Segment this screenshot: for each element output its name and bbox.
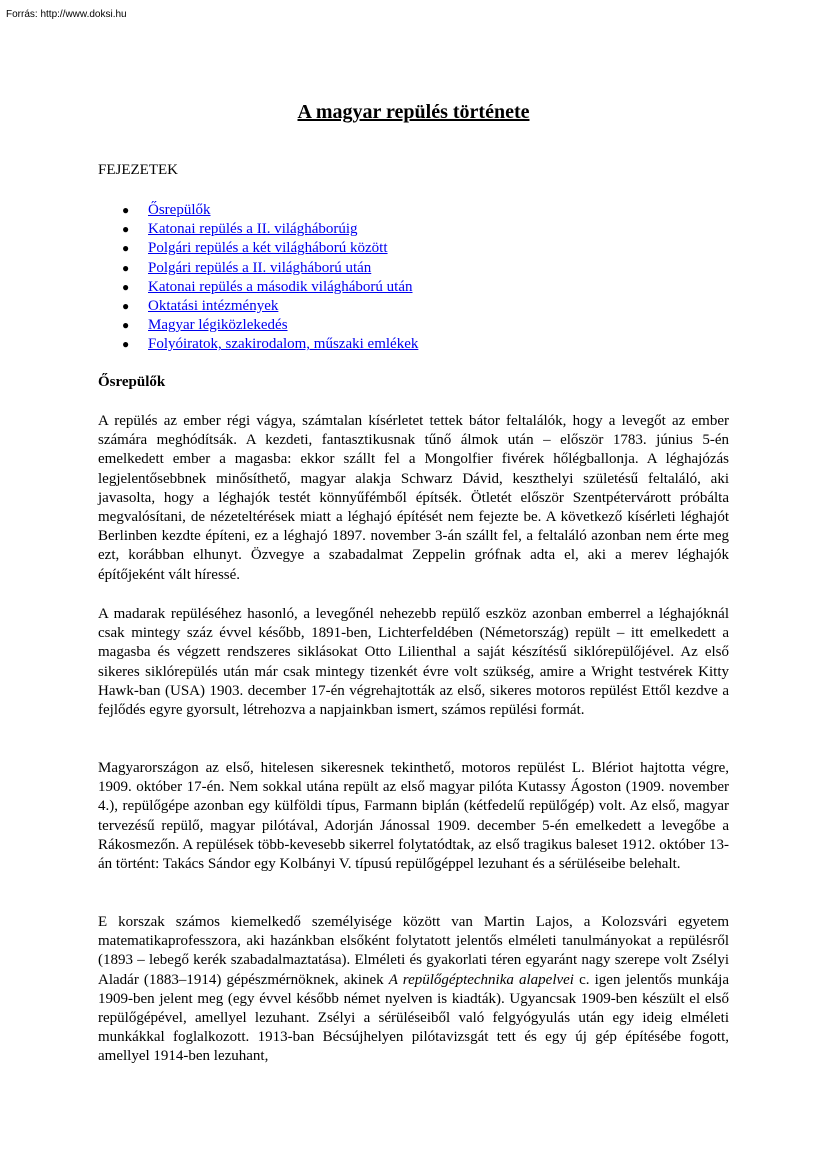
toc-item (122, 259, 418, 278)
bullet-icon: ● (122, 298, 130, 313)
toc-item (122, 201, 418, 220)
source-note: Forrás: http://www.doksi.hu (6, 9, 127, 20)
bullet-icon: ● (122, 318, 130, 333)
bullet-icon: ● (122, 337, 130, 352)
section-heading: Ősrepülők (98, 374, 166, 390)
toc-item (122, 278, 418, 297)
toc-item (122, 297, 418, 316)
paragraph-4-text-end: c. igen jelentős munkája 1909-ben jelent meg (egy évvel később német nyelven is kiadták). Ugyancsak 1909-ben készült el első repülőgépével, amellyel lezuhant. Zsélyi a sérüléseiből való felgyógyulás után egy ideig elméleti munkákkal foglalkozott. 1913-ban Bécsújhelyen pilótavizsgát tett és egy új gép építésébe fogott, amellyel 1914-ben lezuhant, (98, 971, 729, 1065)
bullet-icon: ● (122, 260, 130, 275)
page-title: A magyar repülés története (297, 101, 530, 123)
toc-item (122, 239, 418, 258)
bullet-icon: ● (122, 222, 130, 237)
bullet-icon: ● (122, 241, 130, 256)
toc-item (122, 316, 418, 335)
toc-link-osrepulok[interactable]: Ősrepülők (148, 202, 211, 218)
bullet-icon: ● (122, 203, 130, 217)
toc-item (122, 220, 418, 239)
paragraph-4 (98, 913, 729, 1067)
toc-link-katonai-utan[interactable]: Katonai repülés a második világháború után (148, 278, 413, 295)
paragraph-1: A repülés az ember régi vágya, számtalan kísérletet tettek bátor feltalálók, hogy a levegőt az ember számára meghódítsák. A kezdeti, fantasztikusnak tűnő álmok után – először 1783. június 5-én emelkedett ember a magasba: ekkor szállt fel a Mongolfier fivérek hőlégballonja. A léghajózás legjelentősebbnek minősíthető, magyar alakja Schwarz Dávid, keszthelyi születésű feltaláló, aki javasolta, hogy a léghajók testét könnyűfémből építsék. Ötletét először Szentpétervárott próbálta megvalósítani, de nézeteltérések miatt a léghajó építését nem fejezte be. A következő kísérleti léghajót Berlinben kezdte építeni, ez a léghajó 1897. november 3-án szállt fel, a feltaláló azonban nem érte meg ezt, korábban elhunyt. Özvegye a szabadalmat Zeppelin grófnak adta el, aki a merev léghajók építőjeként vált híressé. (98, 413, 729, 583)
toc-link-polgari-utan[interactable]: Polgári repülés a II. világháború után (148, 259, 372, 276)
paragraph-3: Magyarországon az első, hitelesen sikeresnek tekinthető, motoros repülést L. Blériot hajtotta végre, 1909. október 17-én. Nem sokkal utána repült az első magyar pilóta Kutassy Ágoston (1909. november 4.), repülőgépe azonban egy külföldi típus, Farmann biplán (kétfedelű repülőgép) volt. Az első, magyar tervezésű repülő, magyar pilótával, Adorján Jánossal 1909. december 5-én emelkedett a levegőbe a Rákosmezőn. A repülések több-kevesebb sikerrel folytatódtak, az első tragikus baleset 1912. október 13-án történt: Takács Sándor egy Kolbányi V. típusú repülőgéppel lezuhant és a sérüléseibe belehalt. (98, 760, 729, 873)
paragraph-2: A madarak repüléséhez hasonló, a levegőnél nehezebb repülő eszköz azonban emberrel a léghajóknál csak mintegy száz évvel később, 1891-ben, Lichterfeldében (Németország) repült – itt emelkedett a magasba és végzett rendszeres siklásokat Otto Lilienthal a saját készítésű siklórepülőjével. Az első sikeres siklórepülés után már csak mintegy tizenkét évre volt szükség, amire a Wright testvérek Kitty Hawk-ban (USA) 1903. december 17-én végrehajtották az első, sikeres motoros repülést Ettől kezdve a fejlődés egyre gyorsult, létrehozva a napjainkban ismert, számos repülési formát. (98, 606, 729, 719)
toc-link-folyoiratok[interactable]: Folyóiratok, szakirodalom, műszaki emlékek (148, 336, 419, 353)
table-of-contents (122, 201, 419, 355)
toc-item (122, 335, 419, 354)
toc-link-polgari-ket[interactable]: Polgári repülés a két világháború között (148, 240, 388, 257)
toc-link-katonai-ii[interactable]: Katonai repülés a II. világháborúig (148, 221, 358, 238)
toc-link-oktatasi[interactable]: Oktatási intézmények (148, 297, 279, 314)
bullet-icon: ● (122, 279, 130, 294)
chapters-heading: FEJEZETEK (98, 162, 178, 178)
toc-link-legikozlekedes[interactable]: Magyar légiközlekedés (148, 317, 288, 334)
book-title: A repülőgéptechnika alapelvei (388, 971, 574, 988)
paragraph-4-text-start: E korszak számos kiemelkedő személyisége között van Martin Lajos, a Kolozsvári egyetem matematikaprofesszora, aki hazánkban elsőként folytatott jelentős elméleti tanulmányokat a repülésről (1893 – lebegő kerék szabadalmaztatása). Elméleti és gyakorlati téren egyaránt nagy szerepe volt Zsélyi Aladár (1883–1914) gépészmérnöknek, akinek (98, 914, 729, 988)
